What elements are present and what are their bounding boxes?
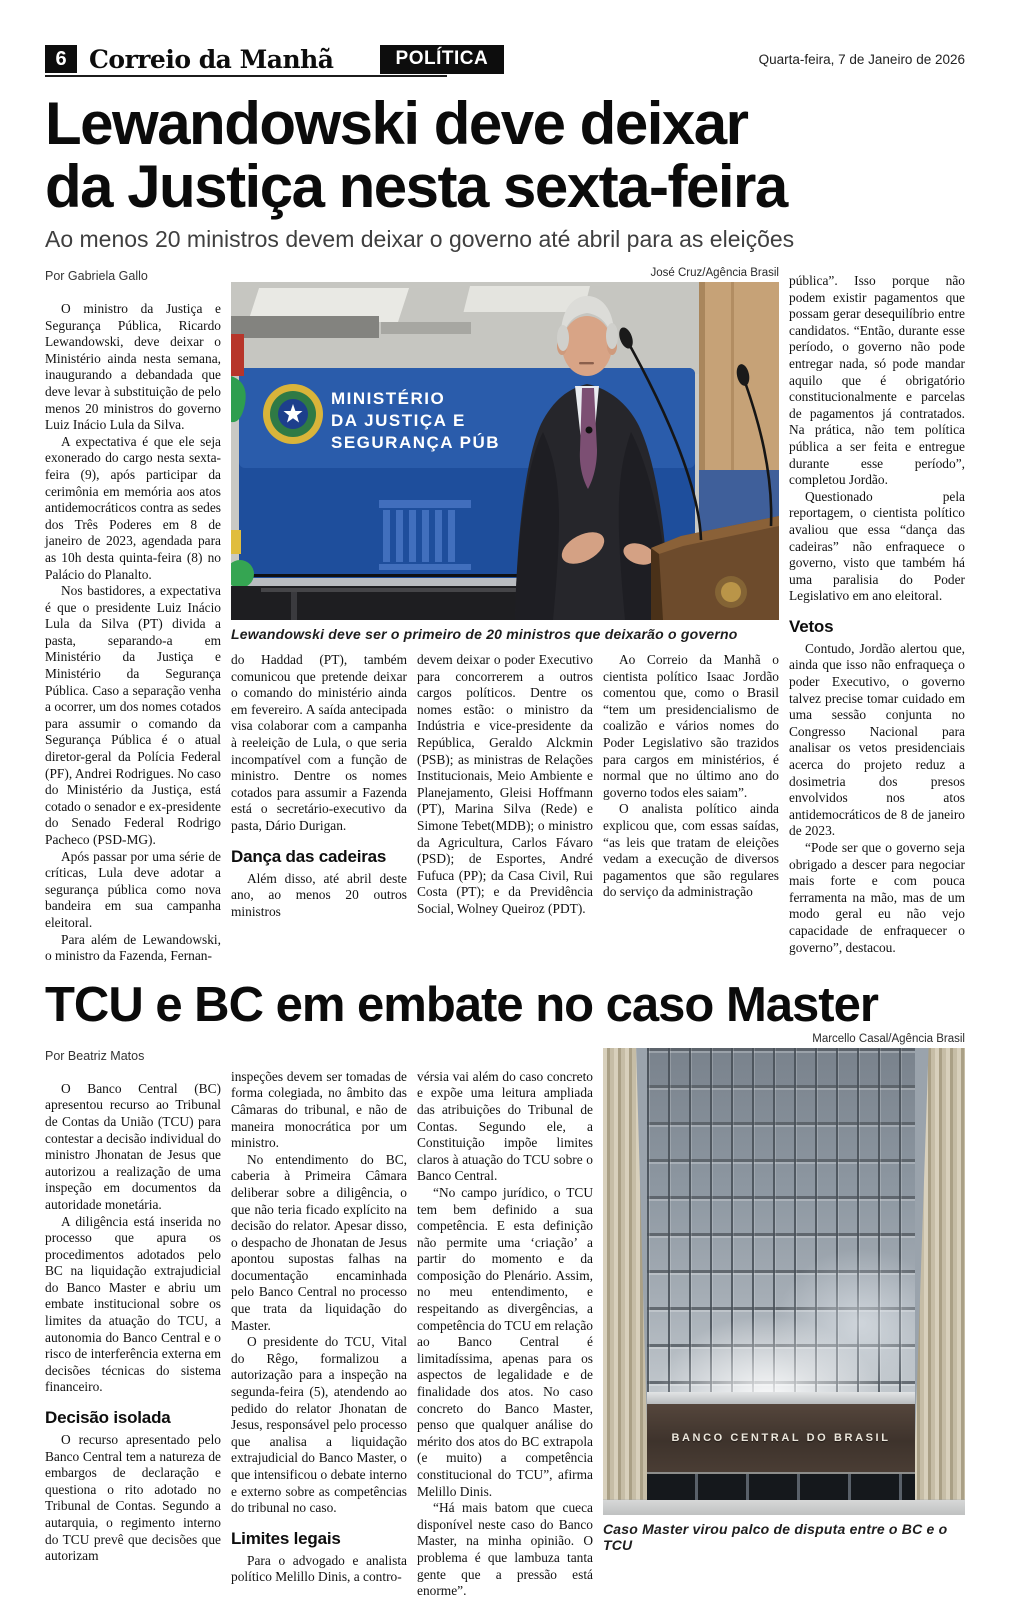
screen-line-1: MINISTÉRIO xyxy=(331,389,446,408)
section-heading: Decisão isolada xyxy=(45,1408,171,1428)
paragraph: Nos bastidores, a expectativa é que o presidente Luiz Inácio Lula da Silva (PT) divida a pasta, separando-a em Ministério da Justiça e Ministério da Segurança Pública. Caso a separação venha a ocorrer, um dos nomes cotados para assumir o comando da Segurança Pública é o atual diretor-geral da Polícia Federal (PF), Andrei Rodrigues. No caso do Ministério da Justiça, está cotado o senador e ex-presidente do Senado Federal Rodrigo Pacheco (PSD-MG). xyxy=(45,583,221,847)
section-label: POLÍTICA xyxy=(380,45,505,74)
minister-photo xyxy=(231,282,779,620)
article2-body xyxy=(45,1033,965,1600)
paragraph: Para além de Lewandowski, o ministro da Fazenda, Fernan- xyxy=(45,931,221,964)
article2-col1 xyxy=(45,1033,221,1565)
paragraph: Questionado pela reportagem, o cientista político avaliou que essa “dança das cadeiras” não enfraquece o governo, visto que também há uma paralisia do Poder Legislativo em ano eleitoral. xyxy=(789,488,965,604)
page-number: 6 xyxy=(45,45,77,73)
headline-line2: da Justiça nesta sexta-feira xyxy=(45,153,787,220)
masthead: Correio da Manhã xyxy=(89,44,334,74)
article1-col3 xyxy=(417,652,593,918)
article1-subhead: Ao menos 20 ministros devem deixar o governo até abril para as eleições xyxy=(45,226,795,252)
article1-col1 xyxy=(45,267,221,965)
article1-middle xyxy=(231,267,779,920)
paragraph: Ao Correio da Manhã o cientista político Isaac Jordão comentou que, como o Brasil “tem um presidencialismo de coalizão e vários nomes do Poder Legislativo são trazidos para cargos em ministérios, é normal que no último ano do governo todos eles saiam”. xyxy=(603,652,779,800)
article2-byline: Por Beatriz Matos xyxy=(45,1048,145,1063)
paragraph: No entendimento do BC, caberia à Primeira Câmara deliberar sobre a diligência, o que não teria ficado explícito na decisão do relator. Apesar disso, o despacho de Jhonatan de Jesus apontou supostas falhas na documentação encaminhada pelo Banco Central no processo que trata da liquidação do Master. xyxy=(231,1151,407,1333)
paragraph: Para o advogado e analista político Melillo Dinis, a contro- xyxy=(231,1552,407,1585)
paragraph: do Haddad (PT), também comunicou que pretende deixar o comando do ministério ainda em fevereiro. A saída antecipada visa colaborar com a campanha à reeleição de Lula, o que seria incompatível com a função de ministro. Dentre os nomes cotados para assumir a Fazenda está o secretário-executivo da pasta, Dário Durigan. xyxy=(231,652,407,833)
minister-photo-illustration xyxy=(231,282,779,620)
photo-caption: Caso Master virou palco de disputa entre o BC e o TCU xyxy=(603,1520,948,1553)
photo-credit: José Cruz/Agência Brasil xyxy=(650,267,779,279)
page-header xyxy=(45,42,965,76)
paragraph: inspeções devem ser tomadas de forma colegiada, no âmbito das Câmaras do tribunal, e não de maneira monocrática por um ministro. xyxy=(231,1068,407,1151)
article2-headline: TCU e BC em embate no caso Master xyxy=(45,977,878,1032)
article1-inner-columns xyxy=(231,652,779,920)
section-heading: Dança das cadeiras xyxy=(231,846,387,866)
section-heading: Vetos xyxy=(789,616,834,636)
concrete-rib-right xyxy=(913,1048,965,1500)
headline-line1: Lewandowski deve deixar xyxy=(45,90,748,157)
article2-col3 xyxy=(417,1033,593,1600)
building-base xyxy=(603,1500,965,1515)
article1-body xyxy=(45,267,965,965)
paragraph: O Banco Central (BC) apresentou recurso ao Tribunal de Contas da União (TCU) para contestar a decisão individual do ministro Jhonatan de Jesus que autorizou a realização de uma inspeção em documentos da autoridade monetária. xyxy=(45,1080,221,1212)
paragraph: “No campo jurídico, o TCU tem bem definido a sua competência. E esta definição não permite uma ‘criação’ a partir do momento e da composição do Plenário. Assim, no meu entendimento, e respeitando as divergências, a competência do TCU em relação ao Banco Central é limitadíssima, apenas para os aspectos de legalidade e de finalidade dos atos. No caso concreto do Banco Master, penso que qualquer análise do mérito dos atos do BC extrapola (e muito) a competência constitucional do TCU”, afirma Melillo Dinis. xyxy=(417,1184,593,1499)
facade-ledge xyxy=(647,1392,915,1404)
article2-photo-column xyxy=(603,1033,965,1563)
photo-caption: Lewandowski deve ser o primeiro de 20 ministros que deixarão o governo xyxy=(231,626,738,642)
article1-col2 xyxy=(231,652,407,920)
edition-date: Quarta-feira, 7 de Janeiro de 2026 xyxy=(758,51,965,67)
glass-facade xyxy=(647,1048,915,1400)
entrance-windows xyxy=(647,1472,915,1502)
central-bank-photo xyxy=(603,1048,965,1515)
paragraph: “Pode ser que o governo seja obrigado a descer para negociar mais forte e com pouca ferramenta na mão, mas de um modo geral eu não vejo capacidade de enfraquecer o governo”, destacou. xyxy=(789,840,965,955)
paragraph: devem deixar o poder Executivo para concorrerem a outros cargos políticos. Dentre os nomes estão: o ministro da Indústria e vice-presidente da República, Geraldo Alckmin (PSB); as ministras de Relações Institucionais, Meio Ambiente e Planejamento, Gleisi Hoffmann (PT), Marina Silva (Rede) e Simone Tebet(MDB); o ministro da Agricultura, Carlos Fávaro (PSD); de Esportes, André Fufuca (PP); da Casa Civil, Rui Costa (PT); e da Previdência Social, Wolney Queiroz (PDT). xyxy=(417,652,593,916)
paragraph: A diligência está inserida no processo que apura os procedimentos adotados pelo BC na liquidação extrajudicial do Banco Master e abriu um embate institucional sobre os limites da atuação do TCU, a autonomia do Banco Central e o risco de interferência externa em decisões técnicas do sistema financeiro. xyxy=(45,1213,221,1395)
building-sign-band xyxy=(647,1404,915,1472)
concrete-rib-left xyxy=(603,1048,649,1500)
paragraph: “Há mais batom que cueca disponível neste caso do Banco Master, na minha opinião. O problema é que lambuza tanta gente que a pressão está enorme”. xyxy=(417,1500,593,1599)
article1-col5 xyxy=(789,267,965,956)
paragraph: Contudo, Jordão alertou que, ainda que isso não enfraqueça o poder Executivo, o governo talvez precise tomar cuidado em uma sessão conjunta no Congresso Nacional para analisar os vetos presidenciais acerca do projeto reduz a dosimetria dos presos envolvidos nos atos antidemocráticos de 8 de janeiro de 2023. xyxy=(789,640,965,839)
screen-line-2: DA JUSTIÇA E xyxy=(331,411,466,430)
section-heading: Limites legais xyxy=(231,1528,341,1548)
building-sign: BANCO CENTRAL DO BRASIL xyxy=(671,1431,891,1444)
paragraph: Além disso, até abril deste ano, ao menos 20 outros ministros xyxy=(231,870,407,919)
article1-byline: Por Gabriela Gallo xyxy=(45,269,148,283)
paragraph: A expectativa é que ele seja exonerado do cargo nesta sexta-feira (9), após participar da cerimônia em memória aos atos antidemocráticos contra as sedes dos Três Poderes em 8 de janeiro de 2023, agendada para as 10h desta quinta-feira (8) no Palácio do Planalto. xyxy=(45,433,221,582)
photo-credit: Marcello Casal/Agência Brasil xyxy=(812,1032,965,1045)
paragraph: O recurso apresentado pelo Banco Central tem a natureza de embargos de declaração e questiona o rito adotado no Tribunal de Contas. Segundo a autarquia, o regimento interno do TCU prevê que decisões que autorizam xyxy=(45,1432,221,1564)
article2-col2 xyxy=(231,1033,407,1586)
paragraph: Após passar por uma série de críticas, Lula deve adotar a segurança pública como nova bandeira em sua campanha eleitoral. xyxy=(45,848,221,930)
header-rule xyxy=(45,75,447,77)
paragraph: O analista político ainda explicou que, com essas saídas, “as leis que tratam de eleições vedam a execução de diversos pagamentos que são regulares do serviço da administração xyxy=(603,801,779,900)
article1-headline xyxy=(45,92,965,218)
paragraph: O ministro da Justiça e Segurança Pública, Ricardo Lewandowski, deve deixar o Ministério ainda nesta semana, inaugurando a debandada que deve levar à substituição de pelo menos 20 ministros do governo Luiz Inácio Lula da Silva. xyxy=(45,301,221,433)
article1-col4 xyxy=(603,652,779,901)
screen-line-3: SEGURANÇA PÚB xyxy=(331,433,501,452)
paragraph: vérsia vai além do caso concreto e expõe uma leitura ampliada das atribuições do Tribunal de Contas. Segundo ele, a Constituição impõe limites claros à atuação do TCU sobre o Banco Central. xyxy=(417,1068,593,1184)
paragraph: pública”. Isso porque não podem existir pagamentos que possam gerar desequilíbrio entre candidatos. “Então, durante esse período, o governo não pode entregar nada, só pode mandar aquilo que é obrigatório constitucionalmente e parcelas de pagamentos já contratados. Na prática, não tem política pública a ser feita e entregue durante esse período”, completou Jordão. xyxy=(789,273,965,488)
paragraph: O presidente do TCU, Vital do Rêgo, formalizou a autorização para a inspeção na segunda-feira (5), atendendo ao pedido do relator Jhonatan de Jesus, responsável pelo processo que analisa a liquidação extrajudicial do Banco Master, o que intensificou o debate interno e externo sobre as competências do tribunal no caso. xyxy=(231,1334,407,1516)
